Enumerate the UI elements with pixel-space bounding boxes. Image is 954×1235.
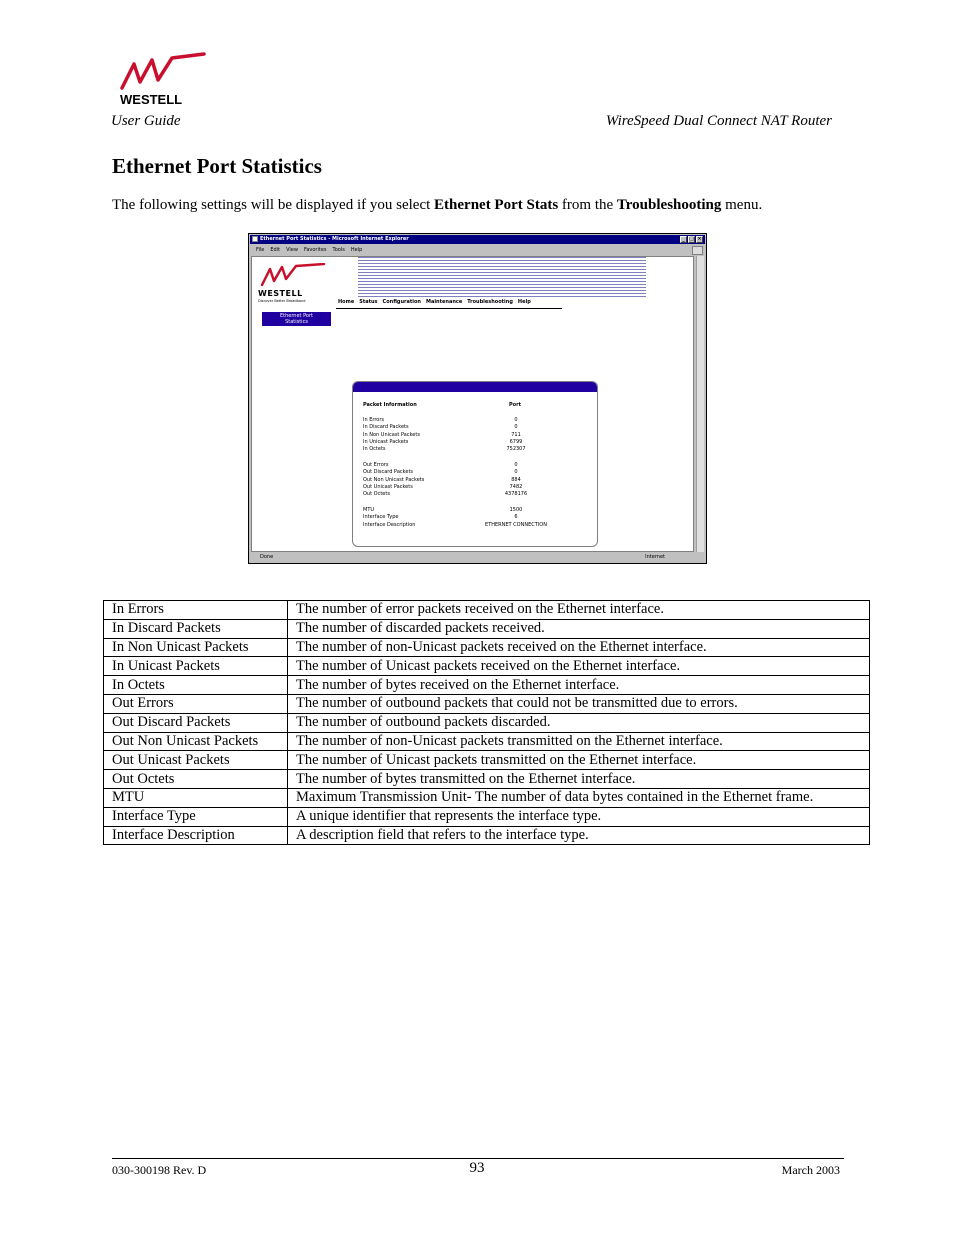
mini-westell-logo-icon bbox=[258, 263, 328, 291]
term-cell: Out Unicast Packets bbox=[104, 751, 288, 770]
term-cell: Out Octets bbox=[104, 770, 288, 789]
panel-row-value: 0 bbox=[514, 462, 518, 468]
sidebtn-line-1: Ethernet Port bbox=[279, 313, 314, 319]
description-cell: The number of bytes received on the Ethernet interface. bbox=[288, 676, 870, 695]
panel-row-label: MTU bbox=[363, 507, 375, 513]
nav-status[interactable]: Status bbox=[359, 299, 378, 305]
intro-bold-stats: Ethernet Port Stats bbox=[434, 197, 559, 213]
term-cell: In Errors bbox=[104, 601, 288, 620]
panel-row-label: In Discard Packets bbox=[363, 424, 409, 431]
panel-row-label: Interface Type bbox=[363, 514, 399, 521]
table-row bbox=[104, 601, 870, 620]
menu-file[interactable]: File bbox=[256, 247, 265, 253]
window-buttons bbox=[680, 236, 703, 243]
description-cell: The number of outbound packets that could not be transmitted due to errors. bbox=[288, 694, 870, 713]
panel-row-label: In Errors bbox=[363, 417, 385, 423]
nav-configuration[interactable]: Configuration bbox=[382, 299, 421, 305]
table-row bbox=[104, 657, 870, 676]
status-bar bbox=[250, 553, 705, 562]
panel-row-value: 711 bbox=[511, 431, 521, 438]
table-row bbox=[104, 713, 870, 732]
description-cell: Maximum Transmission Unit- The number of data bytes contained in the Ethernet frame. bbox=[288, 788, 870, 807]
window-title: Ethernet Port Statistics - Microsoft Internet Explorer bbox=[260, 236, 409, 242]
description-cell: A unique identifier that represents the interface type. bbox=[288, 807, 870, 826]
description-cell: The number of error packets received on the Ethernet interface. bbox=[288, 601, 870, 620]
in-labels bbox=[363, 417, 420, 453]
menu-help[interactable]: Help bbox=[350, 247, 363, 253]
table-row bbox=[104, 826, 870, 845]
panel-header-bar bbox=[353, 382, 597, 392]
panel-header-label: Packet Information bbox=[363, 402, 417, 408]
mini-tagline: Discover Better Broadband bbox=[258, 299, 306, 303]
description-cell: The number of non-Unicast packets received on the Ethernet interface. bbox=[288, 638, 870, 657]
westell-logo bbox=[112, 52, 208, 108]
panel-row-value: 7482 bbox=[509, 483, 523, 490]
description-cell: The number of Unicast packets received on the Ethernet interface. bbox=[288, 657, 870, 676]
description-cell: The number of Unicast packets transmitted on the Ethernet interface. bbox=[288, 751, 870, 770]
description-cell: The number of outbound packets discarded. bbox=[288, 713, 870, 732]
panel-row-value: 6 bbox=[514, 514, 518, 521]
table-row bbox=[104, 676, 870, 695]
close-icon[interactable]: × bbox=[697, 236, 702, 242]
intro-bold-menu: Troubleshooting bbox=[616, 197, 722, 213]
panel-row-value: 752307 bbox=[506, 446, 526, 453]
panel-row-value: 884 bbox=[511, 476, 521, 483]
nav-troubleshooting[interactable]: Troubleshooting bbox=[467, 299, 513, 305]
maximize-icon[interactable]: □ bbox=[689, 236, 694, 242]
panel-row-value: 0 bbox=[514, 469, 518, 476]
page-title: Ethernet Port Statistics bbox=[112, 154, 322, 178]
panel-row-label: In Non Unicast Packets bbox=[363, 431, 420, 438]
sidebtn-line-2: Statistics bbox=[285, 319, 308, 325]
misc-values bbox=[466, 507, 566, 529]
table-row bbox=[104, 807, 870, 826]
description-cell: The number of discarded packets received. bbox=[288, 619, 870, 638]
panel-row-label: Out Errors bbox=[363, 462, 389, 468]
top-nav bbox=[338, 299, 536, 305]
ie-icon bbox=[252, 236, 258, 242]
mini-brand: WESTELL bbox=[258, 289, 303, 298]
logo-wordmark: WESTELL bbox=[120, 92, 183, 107]
footer-rule bbox=[112, 1158, 844, 1159]
panel-row-value: ETHERNET CONNECTION bbox=[485, 521, 547, 528]
footer-page-number: 93 bbox=[469, 1160, 485, 1176]
term-cell: In Discard Packets bbox=[104, 619, 288, 638]
description-cell: The number of non-Unicast packets transmitted on the Ethernet interface. bbox=[288, 732, 870, 751]
table-row bbox=[104, 694, 870, 713]
menu-tools[interactable]: Tools bbox=[332, 247, 345, 253]
panel-row-label: Out Discard Packets bbox=[363, 469, 414, 476]
term-cell: Interface Type bbox=[104, 807, 288, 826]
panel-row-value: 6799 bbox=[509, 438, 523, 445]
panel-row-label: In Octets bbox=[363, 446, 386, 453]
header-right: WireSpeed Dual Connect NAT Router bbox=[605, 113, 832, 129]
term-cell: Out Discard Packets bbox=[104, 713, 288, 732]
sidebar-item-ethernet-port-statistics[interactable] bbox=[262, 312, 331, 326]
term-cell: MTU bbox=[104, 788, 288, 807]
panel-row-label: Out Unicast Packets bbox=[363, 483, 413, 490]
definitions-body bbox=[104, 601, 870, 845]
menubar bbox=[250, 245, 705, 255]
minimize-icon[interactable]: _ bbox=[680, 236, 687, 243]
term-cell: Out Errors bbox=[104, 694, 288, 713]
intro-suffix: menu. bbox=[721, 197, 763, 213]
table-row bbox=[104, 751, 870, 770]
vertical-scrollbar[interactable] bbox=[696, 256, 704, 552]
term-cell: In Octets bbox=[104, 676, 288, 695]
window-titlebar bbox=[250, 235, 705, 244]
panel-row-value: 4378176 bbox=[504, 491, 528, 498]
menu-view[interactable]: View bbox=[286, 247, 298, 253]
intro-prefix: The following settings will be displayed if you select bbox=[112, 197, 435, 213]
panel-row-label: Interface Description bbox=[363, 521, 416, 528]
nav-help[interactable]: Help bbox=[517, 299, 531, 305]
header-stripes bbox=[358, 257, 646, 297]
table-row bbox=[104, 770, 870, 789]
footer-doc-number: 030-300198 Rev. D bbox=[112, 1163, 207, 1177]
definitions-table bbox=[103, 600, 870, 845]
panel-row-value: 0 bbox=[514, 424, 518, 431]
term-cell: Out Non Unicast Packets bbox=[104, 732, 288, 751]
term-cell: In Non Unicast Packets bbox=[104, 638, 288, 657]
header-left: User Guide bbox=[111, 113, 181, 129]
out-values bbox=[499, 462, 533, 498]
panel-row-value: 1500 bbox=[509, 507, 523, 513]
table-row bbox=[104, 619, 870, 638]
menu-edit[interactable]: Edit bbox=[270, 247, 281, 253]
footer-date: March 2003 bbox=[781, 1163, 840, 1177]
browser-screenshot bbox=[248, 233, 707, 564]
page-content bbox=[251, 256, 694, 552]
menu-favorites[interactable]: Favorites bbox=[303, 247, 327, 253]
term-cell: In Unicast Packets bbox=[104, 657, 288, 676]
misc-labels bbox=[363, 507, 415, 529]
panel-row-value: 0 bbox=[514, 417, 518, 423]
status-done: Done bbox=[260, 554, 274, 560]
nav-home[interactable]: Home bbox=[338, 299, 355, 305]
table-row bbox=[104, 732, 870, 751]
packet-info-panel bbox=[352, 381, 598, 547]
windows-logo-icon bbox=[692, 246, 703, 255]
intro-paragraph bbox=[112, 197, 762, 214]
table-row bbox=[104, 788, 870, 807]
in-values bbox=[499, 417, 533, 453]
nav-maintenance[interactable]: Maintenance bbox=[425, 299, 463, 305]
table-row bbox=[104, 638, 870, 657]
nav-underline bbox=[336, 308, 562, 309]
panel-row-label: Out Non Unicast Packets bbox=[363, 476, 425, 483]
panel-header-value: Port bbox=[509, 402, 521, 408]
term-cell: Interface Description bbox=[104, 826, 288, 845]
intro-middle: from the bbox=[558, 197, 617, 213]
description-cell: A description field that refers to the interface type. bbox=[288, 826, 870, 845]
status-zone: Internet bbox=[645, 554, 665, 560]
panel-row-label: In Unicast Packets bbox=[363, 438, 409, 445]
panel-row-label: Out Octets bbox=[363, 491, 390, 498]
out-labels bbox=[363, 462, 424, 498]
description-cell: The number of bytes transmitted on the Ethernet interface. bbox=[288, 770, 870, 789]
